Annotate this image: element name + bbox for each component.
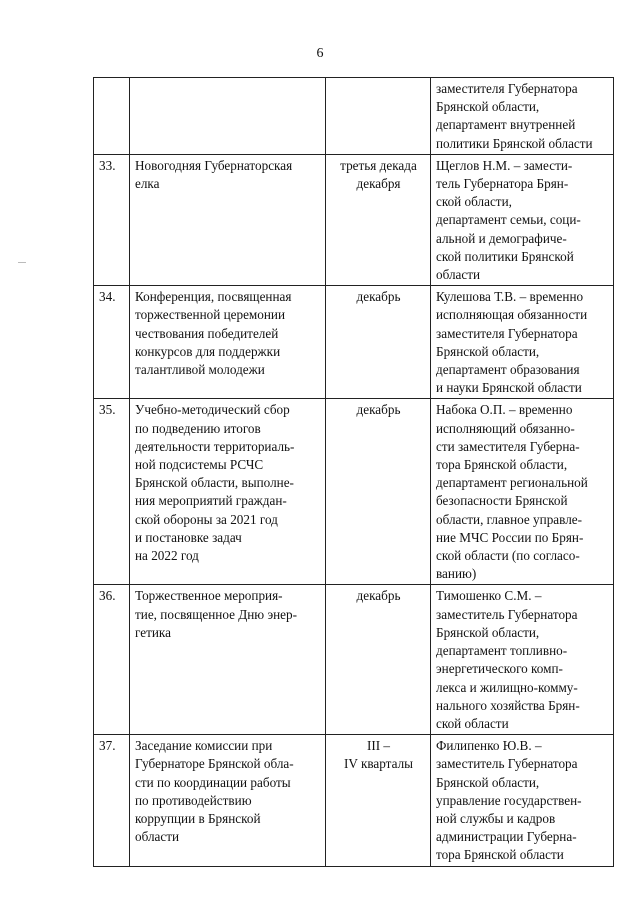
- cell-line: сти по координации работы: [135, 774, 291, 790]
- cell-line: области: [135, 829, 180, 845]
- cell-line: ние МЧС России по Брян-: [436, 529, 584, 545]
- cell-line: Конференция, посвященная: [135, 289, 292, 305]
- cell-line: заместителя Губернатора: [436, 81, 578, 96]
- event-name-cell: [130, 78, 326, 155]
- cell-line: департамент топливно-: [436, 643, 568, 659]
- cell-line: нального хозяйства Брян-: [436, 697, 580, 713]
- row-number: 36.: [94, 585, 130, 735]
- cell-line: исполняющий обязанно-: [436, 420, 575, 436]
- cell-line: коррупции в Брянской: [135, 810, 261, 826]
- cell-line: торжественной церемонии: [135, 307, 286, 323]
- responsible-cell: [431, 154, 614, 285]
- event-term-cell: [326, 78, 431, 155]
- responsible-cell: [431, 399, 614, 585]
- cell-line: гетика: [135, 624, 171, 640]
- event-term-cell: [326, 154, 431, 285]
- cell-line: Брянской области,: [436, 774, 540, 790]
- event-term-cell: [326, 735, 431, 866]
- event-name-cell: [130, 154, 326, 285]
- cell-line: по противодействию: [135, 792, 252, 808]
- cell-line: деятельности территориаль-: [135, 438, 295, 454]
- cell-line: альной и демографиче-: [436, 230, 567, 246]
- cell-line: чествования победителей: [135, 325, 279, 341]
- cell-line: ной службы и кадров: [436, 810, 556, 826]
- responsible-cell: [431, 735, 614, 866]
- cell-line: и науки Брянской области: [436, 380, 582, 396]
- cell-line: талантливой молодежи: [135, 362, 265, 378]
- cell-line: Щеглов Н.М. – замести-: [436, 157, 573, 173]
- cell-line: ния мероприятий граждан-: [135, 493, 287, 509]
- cell-line: Учебно-методический сбор: [135, 402, 290, 418]
- table-row: [94, 399, 614, 585]
- cell-line: на 2022 год: [135, 548, 199, 564]
- cell-line: департамент внутренней: [436, 117, 576, 133]
- cell-line: Брянской области,: [436, 99, 540, 115]
- table-row: [94, 154, 614, 285]
- cell-line: Новогодняя Губернаторская: [135, 157, 293, 173]
- responsible-cell: [431, 78, 614, 155]
- cell-line: декабрь: [356, 289, 401, 305]
- cell-line: елка: [135, 176, 160, 192]
- event-term-cell: [326, 399, 431, 585]
- cell-line: ской области: [436, 715, 509, 731]
- scan-margin-mark: [18, 262, 26, 263]
- cell-line: ской обороны за 2021 год: [135, 511, 278, 527]
- cell-line: ской области,: [436, 194, 512, 210]
- cell-line: Набока О.П. – временно: [436, 402, 573, 418]
- responsible-cell: [431, 585, 614, 735]
- cell-line: IV кварталы: [343, 756, 414, 772]
- responsible-cell: [431, 286, 614, 399]
- cell-line: администрации Губерна-: [436, 829, 577, 845]
- event-name-cell: [130, 585, 326, 735]
- cell-line: Тимошенко С.М. –: [436, 588, 542, 604]
- cell-line: заместитель Губернатора: [436, 606, 578, 622]
- cell-line: заместителя Губернатора: [436, 325, 578, 341]
- cell-line: Торжественное мероприя-: [135, 588, 283, 604]
- cell-line: департамент семьи, соци-: [436, 212, 581, 228]
- cell-line: Филипенко Ю.В. –: [436, 738, 542, 754]
- cell-line: области: [436, 267, 481, 283]
- cell-line: декабрь: [356, 588, 401, 604]
- cell-line: ской политики Брянской: [436, 248, 574, 264]
- table-row: [94, 735, 614, 866]
- row-number: 35.: [94, 399, 130, 585]
- cell-line: тие, посвященное Дню энер-: [135, 606, 298, 622]
- cell-line: исполняющая обязанности: [436, 307, 588, 323]
- cell-line: III –: [366, 738, 391, 754]
- cell-line: Заседание комиссии при: [135, 738, 273, 754]
- cell-line: и постановке задач: [135, 529, 242, 545]
- cell-line: лекса и жилищно-комму-: [436, 679, 578, 695]
- row-number: 33.: [94, 154, 130, 285]
- event-term-cell: [326, 286, 431, 399]
- cell-line: тора Брянской области: [436, 847, 564, 863]
- cell-line: по подведению итогов: [135, 420, 261, 436]
- row-number: 34.: [94, 286, 130, 399]
- cell-line: третья декада: [340, 157, 417, 173]
- cell-line: сти заместителя Губерна-: [436, 438, 580, 454]
- event-name-cell: [130, 735, 326, 866]
- row-number: [94, 78, 130, 155]
- table-row: [94, 585, 614, 735]
- cell-line: политики Брянской области: [436, 135, 593, 151]
- cell-line: тора Брянской области,: [436, 457, 568, 473]
- cell-line: Брянской области, выполне-: [135, 475, 294, 491]
- cell-line: ванию): [436, 566, 477, 582]
- cell-line: декабря: [356, 176, 401, 192]
- cell-line: тель Губернатора Брян-: [436, 176, 569, 192]
- cell-line: Брянской области,: [436, 343, 540, 359]
- table-row: [94, 78, 614, 155]
- cell-line: ной подсистемы РСЧС: [135, 457, 264, 473]
- cell-line: департамент образования: [436, 362, 580, 378]
- events-plan-body: [94, 78, 614, 867]
- cell-line: заместитель Губернатора: [436, 756, 578, 772]
- event-name-cell: [130, 286, 326, 399]
- cell-line: декабрь: [356, 402, 401, 418]
- events-plan-table: [93, 77, 614, 867]
- page-number: 6: [316, 46, 324, 61]
- event-term-cell: [326, 585, 431, 735]
- cell-line: департамент региональной: [436, 475, 588, 491]
- cell-line: управление государствен-: [436, 792, 582, 808]
- cell-line: конкурсов для поддержки: [135, 343, 281, 359]
- cell-line: области, главное управле-: [436, 511, 583, 527]
- cell-line: ской области (по согласо-: [436, 548, 580, 564]
- cell-line: Брянской области,: [436, 624, 540, 640]
- event-name-cell: [130, 399, 326, 585]
- row-number: 37.: [94, 735, 130, 866]
- cell-line: Кулешова Т.В. – временно: [436, 289, 584, 305]
- cell-line: Губернаторе Брянской обла-: [135, 756, 294, 772]
- table-row: [94, 286, 614, 399]
- cell-line: энергетического комп-: [436, 661, 563, 677]
- cell-line: безопасности Брянской: [436, 493, 568, 509]
